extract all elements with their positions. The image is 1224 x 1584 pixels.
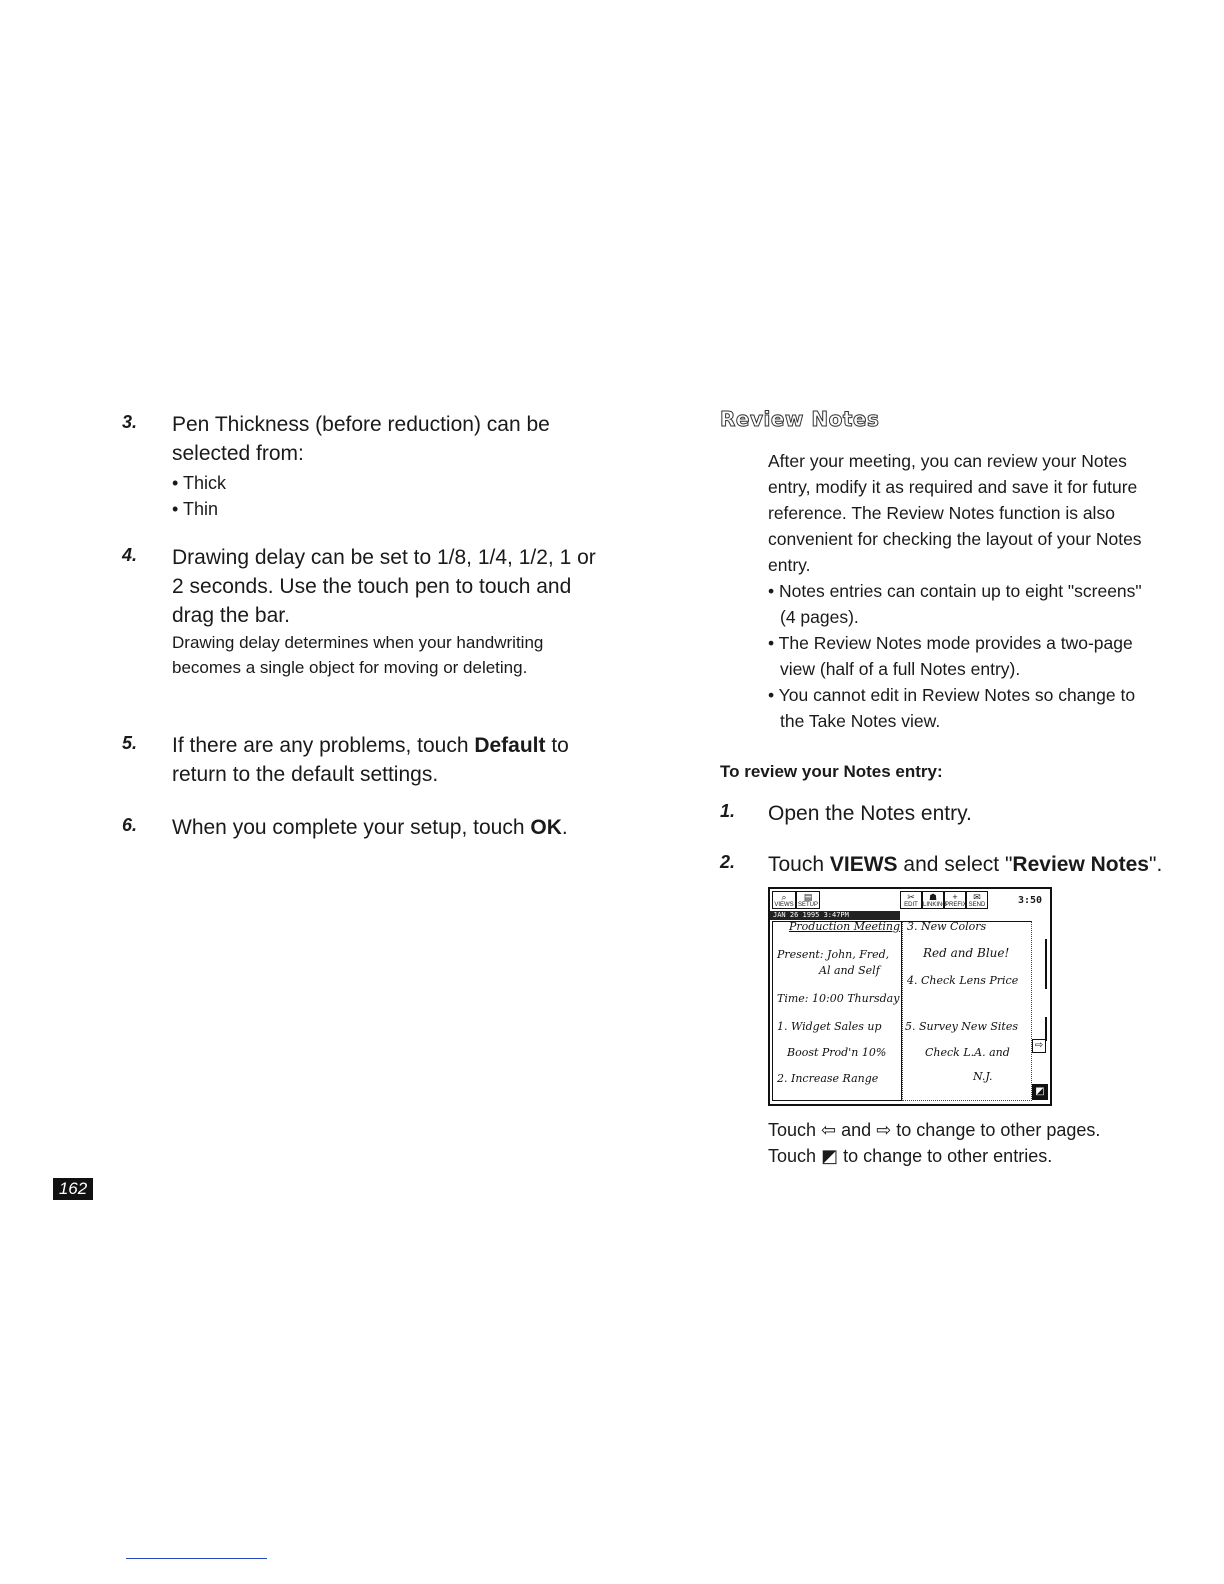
scroll-indicator	[1045, 939, 1047, 989]
section-heading: Review Notes	[720, 407, 880, 431]
left-arrow-icon: ⇦	[821, 1120, 837, 1140]
next-page-button[interactable]	[1032, 1039, 1046, 1053]
procedure-heading: To review your Notes entry:	[720, 762, 943, 781]
device-date: JAN 26 1995 3:47PM	[770, 911, 900, 920]
step-text: When you complete your setup, touch OK.	[172, 816, 568, 839]
step-text: Open the Notes entry.	[768, 802, 972, 825]
notes-page-right	[902, 921, 1032, 1101]
send-button[interactable]: ✉ SEND	[966, 891, 988, 909]
caption-pages: Touch ⇦ and ⇨ to change to other pages.	[768, 1120, 1101, 1140]
views-button[interactable]: ⌕ VIEWS	[772, 891, 796, 909]
handwriting-line: Present: John, Fred,	[777, 948, 890, 961]
handwriting-line: Time: 10:00 Thursday	[777, 992, 900, 1005]
notes-page-left	[772, 921, 902, 1101]
step-text: If there are any problems, touch Default to	[172, 734, 569, 757]
device-clock: 3:50	[1018, 895, 1043, 906]
bullet-item: • The Review Notes mode provides a two-page	[768, 633, 1133, 653]
bullet-thick: • Thick	[172, 473, 226, 493]
step-text: drag the bar.	[172, 604, 290, 627]
step-note: Drawing delay determines when your handwriting	[172, 633, 544, 652]
step-text: Drawing delay can be set to 1/8, 1/4, 1/2, 1 or	[172, 546, 596, 569]
setup-button[interactable]: ▤ SETUP	[797, 892, 818, 908]
device-toolbar	[770, 889, 1050, 911]
bullet-item: • You cannot edit in Review Notes so change to	[768, 685, 1136, 705]
linking-button[interactable]: ☗ LINKING	[923, 892, 948, 908]
step-text: Pen Thickness (before reduction) can be	[172, 413, 550, 436]
switch-entry-icon: ◩	[821, 1146, 839, 1166]
right-arrow-icon: ⇨	[1034, 1040, 1044, 1051]
handwriting-line: N.J.	[973, 1070, 993, 1083]
handwriting-line: Al and Self	[819, 964, 880, 977]
handwriting-line: Production Meeting	[789, 920, 901, 933]
handwriting-line: 4. Check Lens Price	[907, 974, 1019, 987]
edit-button[interactable]: ✂ EDIT	[900, 891, 922, 909]
step-number: 1.	[720, 801, 736, 821]
step-number: 3.	[122, 412, 138, 432]
handwriting-line: 2. Increase Range	[777, 1072, 879, 1085]
page-number: 162	[53, 1178, 93, 1200]
step-text: return to the default settings.	[172, 763, 439, 786]
handwriting-line: Red and Blue!	[923, 946, 1010, 960]
switch-entry-icon: ◩	[1035, 1086, 1045, 1097]
footer-divider	[126, 1558, 267, 1559]
review-notes-screenshot	[768, 887, 1052, 1106]
step-number: 5.	[122, 733, 138, 753]
prefix-button[interactable]: + PREFIX	[945, 892, 967, 908]
handwriting-line: 5. Survey New Sites	[905, 1020, 1018, 1033]
bullet-thin: • Thin	[172, 499, 218, 519]
step-note: becomes a single object for moving or deleting.	[172, 658, 528, 677]
step-text: 2 seconds. Use the touch pen to touch and	[172, 575, 572, 598]
scroll-indicator	[1045, 1017, 1047, 1041]
switch-entry-button[interactable]	[1032, 1084, 1048, 1100]
step-number: 6.	[122, 815, 138, 835]
step-number: 4.	[122, 545, 138, 565]
step-text: Touch VIEWS and select "Review Notes".	[768, 853, 1163, 876]
review-description: After your meeting, you can review your Notes entry, modify it as required and save it for future reference. The Review Notes function is also convenient for checking the layout of your Notes entry. • Notes entries can contain up to eight "screens" (4 pages). • The Review Notes mode provides a two-page view (half of a full Notes entry). • You cannot edit in Review Notes so change to the Take Notes view.	[768, 451, 1142, 731]
step-number: 2.	[720, 852, 736, 872]
caption-entries: Touch ◩ to change to other entries.	[768, 1146, 1053, 1166]
bullet-item: • Notes entries can contain up to eight "screens"	[768, 581, 1142, 601]
handwriting-line: 3. New Colors	[907, 920, 987, 933]
handwriting-line: Boost Prod'n 10%	[787, 1046, 887, 1059]
right-arrow-icon: ⇨	[876, 1120, 892, 1140]
handwriting-line: 1. Widget Sales up	[777, 1020, 882, 1033]
step-text: selected from:	[172, 442, 304, 465]
handwriting-line: Check L.A. and	[925, 1046, 1010, 1059]
